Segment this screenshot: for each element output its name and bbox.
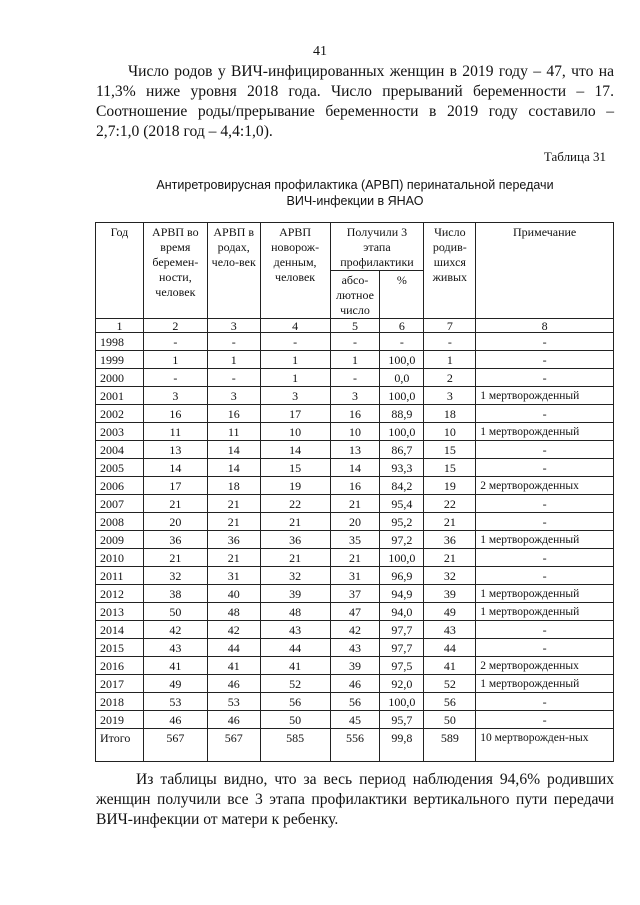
cell-live-births: 21 [424,549,476,567]
cell-received-abs: 56 [330,693,380,711]
table-title [96,177,614,209]
cell-live-births: 52 [424,675,476,693]
cell-live-births: 49 [424,603,476,621]
cell-received-pct: 97,7 [380,639,424,657]
cell-note: 1 мертворожденный [476,675,614,693]
cell-note: - [476,333,614,351]
cell-note: - [476,351,614,369]
cell-arvp-pregnancy: 32 [143,567,207,585]
cell-note: - [476,549,614,567]
table-row [96,621,614,639]
cell-year: 2017 [96,675,144,693]
cell-arvp-birth: 18 [207,477,260,495]
cell-arvp-birth: 46 [207,711,260,729]
cell-received-pct: 96,9 [380,567,424,585]
header-received-pct: % [380,271,424,319]
cell-received-pct: 97,2 [380,531,424,549]
cell-arvp-pregnancy: 53 [143,693,207,711]
cell-received-abs: 45 [330,711,380,729]
table-total-row [96,729,614,762]
cell-arvp-newborn: 15 [260,459,330,477]
cell-received-abs: - [330,333,380,351]
total-cell-arvp-pregnancy: 567 [143,729,207,762]
cell-arvp-birth: 16 [207,405,260,423]
cell-received-pct: 97,7 [380,621,424,639]
cell-arvp-pregnancy: 16 [143,405,207,423]
cell-arvp-birth: 31 [207,567,260,585]
total-cell-received-abs: 556 [330,729,380,762]
cell-arvp-birth: 48 [207,603,260,621]
table-row [96,405,614,423]
cell-note: 1 мертворожденный [476,423,614,441]
table-row [96,693,614,711]
column-number: 6 [380,319,424,333]
cell-arvp-newborn: 22 [260,495,330,513]
cell-received-pct: 100,0 [380,387,424,405]
column-number: 7 [424,319,476,333]
column-number: 8 [476,319,614,333]
total-cell-arvp-birth: 567 [207,729,260,762]
total-cell-note: 10 мертворожден-ных [476,729,614,762]
cell-live-births: 56 [424,693,476,711]
cell-received-abs: 43 [330,639,380,657]
table-row [96,567,614,585]
cell-year: 2013 [96,603,144,621]
cell-note: - [476,513,614,531]
cell-year: 2019 [96,711,144,729]
cell-year: 1998 [96,333,144,351]
cell-arvp-pregnancy: 46 [143,711,207,729]
cell-year: 2000 [96,369,144,387]
cell-received-abs: 14 [330,459,380,477]
table-row [96,657,614,675]
table-row [96,387,614,405]
header-arvp-birth: АРВП в родах, чело-век [207,223,260,319]
cell-year: 2009 [96,531,144,549]
cell-arvp-pregnancy: - [143,369,207,387]
cell-received-pct: 94,0 [380,603,424,621]
cell-arvp-pregnancy: 49 [143,675,207,693]
table-row [96,549,614,567]
cell-arvp-birth: 11 [207,423,260,441]
cell-year: 2001 [96,387,144,405]
cell-arvp-pregnancy: 38 [143,585,207,603]
cell-note: 1 мертворожденный [476,387,614,405]
cell-note: 2 мертворожденных [476,657,614,675]
cell-arvp-birth: 40 [207,585,260,603]
cell-arvp-birth: 44 [207,639,260,657]
cell-arvp-birth: - [207,333,260,351]
cell-live-births: 41 [424,657,476,675]
cell-note: 1 мертворожденный [476,603,614,621]
cell-live-births: 21 [424,513,476,531]
cell-arvp-newborn: 43 [260,621,330,639]
cell-arvp-newborn: 48 [260,603,330,621]
cell-received-abs: 42 [330,621,380,639]
cell-arvp-newborn: 21 [260,513,330,531]
cell-live-births: 44 [424,639,476,657]
cell-arvp-newborn: 1 [260,369,330,387]
header-received-abs: абсо-лютное число [330,271,380,319]
cell-arvp-newborn: 10 [260,423,330,441]
cell-arvp-birth: 42 [207,621,260,639]
cell-arvp-birth: 53 [207,693,260,711]
cell-year: 2004 [96,441,144,459]
cell-received-pct: 84,2 [380,477,424,495]
cell-live-births: 1 [424,351,476,369]
intro-paragraph: Число родов у ВИЧ-инфицированных женщин в 2019 году – 47, что на 11,3% ниже уровня 2018 года. Число прерываний беременности – 17. Соотношение роды/прерывание беременности в 2019 году составило – 2,7:1,0 (2018 год – 4,4:1,0). [96,63,614,140]
table-title-line-2: ВИЧ-инфекции в ЯНАО [286,194,424,208]
cell-received-pct: 95,2 [380,513,424,531]
cell-received-pct: 93,3 [380,459,424,477]
cell-year: 2007 [96,495,144,513]
cell-received-abs: 1 [330,351,380,369]
header-received-group: Получили 3 этапа профилактики [330,223,424,271]
cell-arvp-birth: 14 [207,459,260,477]
header-year: Год [96,223,144,319]
cell-live-births: 22 [424,495,476,513]
cell-arvp-birth: 14 [207,441,260,459]
table-row [96,531,614,549]
cell-received-pct: 100,0 [380,693,424,711]
column-number: 3 [207,319,260,333]
cell-arvp-pregnancy: 11 [143,423,207,441]
cell-note: - [476,639,614,657]
table-title-line-1: Антиретровирусная профилактика (АРВП) перинатальной передачи [156,178,554,192]
cell-received-abs: 13 [330,441,380,459]
cell-year: 2012 [96,585,144,603]
cell-received-pct: 100,0 [380,549,424,567]
cell-note: - [476,495,614,513]
cell-live-births: 43 [424,621,476,639]
cell-year: 2010 [96,549,144,567]
cell-arvp-newborn: 44 [260,639,330,657]
cell-year: 2014 [96,621,144,639]
total-cell-year: Итого [96,729,144,762]
column-number: 5 [330,319,380,333]
cell-received-pct: 88,9 [380,405,424,423]
cell-live-births: 50 [424,711,476,729]
cell-arvp-newborn: - [260,333,330,351]
cell-note: - [476,621,614,639]
cell-received-abs: 37 [330,585,380,603]
table-row [96,423,614,441]
conclusion-paragraph: Из таблицы видно, что за весь период наблюдения 94,6% родивших женщин получили все 3 этапа профилактики вертикального пути передачи ВИЧ-инфекции от матери к ребенку. [96,771,614,828]
column-number: 2 [143,319,207,333]
cell-arvp-birth: 3 [207,387,260,405]
cell-arvp-pregnancy: 21 [143,495,207,513]
table-row [96,351,614,369]
column-number: 1 [96,319,144,333]
total-cell-arvp-newborn: 585 [260,729,330,762]
cell-arvp-birth: 1 [207,351,260,369]
cell-received-abs: 31 [330,567,380,585]
cell-received-pct: - [380,333,424,351]
table-row [96,441,614,459]
cell-arvp-pregnancy: 20 [143,513,207,531]
table-row [96,639,614,657]
cell-arvp-birth: 46 [207,675,260,693]
cell-received-pct: 95,7 [380,711,424,729]
cell-received-abs: 35 [330,531,380,549]
cell-note: 1 мертворожденный [476,531,614,549]
arvp-table [95,222,614,762]
cell-year: 2018 [96,693,144,711]
cell-received-abs: 39 [330,657,380,675]
cell-received-pct: 92,0 [380,675,424,693]
cell-live-births: 3 [424,387,476,405]
cell-arvp-newborn: 21 [260,549,330,567]
cell-received-abs: 20 [330,513,380,531]
cell-received-pct: 100,0 [380,423,424,441]
cell-arvp-pregnancy: 3 [143,387,207,405]
cell-received-abs: 21 [330,549,380,567]
table-row [96,513,614,531]
total-cell-live-births: 589 [424,729,476,762]
cell-received-abs: - [330,369,380,387]
cell-live-births: 18 [424,405,476,423]
cell-year: 2005 [96,459,144,477]
cell-note: - [476,441,614,459]
cell-live-births: 15 [424,441,476,459]
cell-arvp-newborn: 50 [260,711,330,729]
table-row [96,369,614,387]
table-row [96,603,614,621]
cell-live-births: 15 [424,459,476,477]
header-arvp-pregnancy: АРВП во время беремен-ности, человек [143,223,207,319]
cell-arvp-pregnancy: 50 [143,603,207,621]
table-row [96,495,614,513]
cell-arvp-pregnancy: 21 [143,549,207,567]
cell-year: 2011 [96,567,144,585]
cell-live-births: 10 [424,423,476,441]
cell-arvp-pregnancy: 1 [143,351,207,369]
header-note: Примечание [476,223,614,319]
cell-year: 2008 [96,513,144,531]
total-cell-received-pct: 99,8 [380,729,424,762]
cell-year: 2016 [96,657,144,675]
cell-arvp-newborn: 52 [260,675,330,693]
cell-received-pct: 100,0 [380,351,424,369]
cell-live-births: 32 [424,567,476,585]
cell-note: - [476,369,614,387]
cell-arvp-pregnancy: 42 [143,621,207,639]
cell-arvp-birth: 41 [207,657,260,675]
cell-live-births: 2 [424,369,476,387]
cell-received-abs: 16 [330,405,380,423]
cell-note: 1 мертворожденный [476,585,614,603]
cell-arvp-pregnancy: 17 [143,477,207,495]
column-number: 4 [260,319,330,333]
cell-received-pct: 94,9 [380,585,424,603]
cell-live-births: 36 [424,531,476,549]
cell-arvp-pregnancy: 36 [143,531,207,549]
cell-arvp-newborn: 14 [260,441,330,459]
cell-arvp-pregnancy: 41 [143,657,207,675]
cell-note: - [476,567,614,585]
table-row [96,585,614,603]
cell-arvp-birth: 21 [207,549,260,567]
cell-note: 2 мертворожденных [476,477,614,495]
cell-year: 2006 [96,477,144,495]
header-arvp-newborn: АРВП новорож-денным, человек [260,223,330,319]
cell-received-abs: 46 [330,675,380,693]
cell-received-abs: 3 [330,387,380,405]
cell-arvp-newborn: 36 [260,531,330,549]
cell-received-pct: 0,0 [380,369,424,387]
cell-arvp-birth: 21 [207,495,260,513]
cell-arvp-birth: 36 [207,531,260,549]
cell-arvp-newborn: 39 [260,585,330,603]
cell-live-births: - [424,333,476,351]
cell-arvp-newborn: 32 [260,567,330,585]
cell-year: 1999 [96,351,144,369]
cell-arvp-pregnancy: 14 [143,459,207,477]
page-number: 41 [313,44,327,59]
cell-note: - [476,405,614,423]
cell-received-abs: 47 [330,603,380,621]
table-row [96,333,614,351]
table-row [96,477,614,495]
cell-arvp-newborn: 1 [260,351,330,369]
cell-live-births: 39 [424,585,476,603]
cell-live-births: 19 [424,477,476,495]
cell-arvp-newborn: 17 [260,405,330,423]
cell-arvp-pregnancy: 13 [143,441,207,459]
table-row [96,459,614,477]
cell-note: - [476,693,614,711]
cell-arvp-birth: 21 [207,513,260,531]
cell-year: 2002 [96,405,144,423]
column-number-row [96,319,614,333]
cell-received-abs: 21 [330,495,380,513]
cell-received-pct: 97,5 [380,657,424,675]
header-live-births: Число родив-шихся живых [424,223,476,319]
cell-arvp-newborn: 19 [260,477,330,495]
cell-note: - [476,459,614,477]
cell-arvp-pregnancy: 43 [143,639,207,657]
cell-arvp-birth: - [207,369,260,387]
cell-year: 2015 [96,639,144,657]
cell-year: 2003 [96,423,144,441]
cell-received-abs: 10 [330,423,380,441]
table-row [96,711,614,729]
table-label: Таблица 31 [543,149,606,164]
cell-arvp-pregnancy: - [143,333,207,351]
cell-arvp-newborn: 3 [260,387,330,405]
cell-note: - [476,711,614,729]
cell-received-abs: 16 [330,477,380,495]
cell-received-pct: 95,4 [380,495,424,513]
cell-arvp-newborn: 56 [260,693,330,711]
cell-arvp-newborn: 41 [260,657,330,675]
cell-received-pct: 86,7 [380,441,424,459]
table-row [96,675,614,693]
